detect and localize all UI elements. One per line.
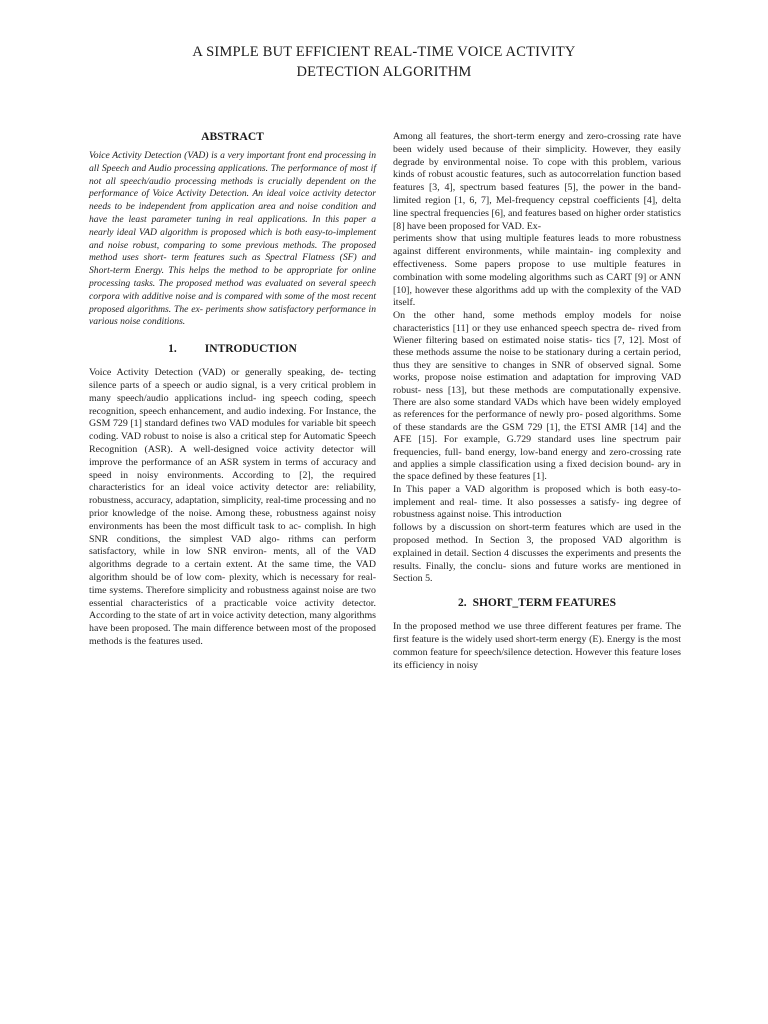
paragraph-features: Among all features, the short-term energy and zero-crossing rate have been widely used because of their simplicity. However, they easily degrade by environmental noise. To cope with this problem, various kinds of robust acoustic features, such as autocorrelation function based features [3, 4], spectrum based features [5], the power in the band-limited region [1, 6, 7], Mel-frequency cepstral coefficients [4], delta line spectral frequencies [6], and features based on higher order statistics [8] have been proposed for VAD. Ex- xyxy=(393,131,681,232)
left-column xyxy=(89,130,376,649)
paper-title xyxy=(90,42,678,82)
paragraph-noise-models: On the other hand, some methods employ models for noise characteristics [11] or they use enhanced speech spectra de- rived from Wiener filtering based on estimated noise statis- tics [7, 12]. Most of these methods assume the noise to be stationary during a certain period, thus they are sensitive to changes in SNR of observed signal. Some works, propose noise estimation and adaptation for improving VAD robust- ness [13], but these methods are computationally expensive. There are also some standard VADs which have been widely employed as references for the performance of newly pro- posed algorithms. Some of these standards are the GSM 729 [1], the ETSI AMR [14] and the AFE [15]. For example, G.729 standard uses line spectrum pair frequencies, full- band energy, low-band energy and zero-crossing rate and applies a simple classification using a fixed decision bound- ary in the space defined by these features [1]. xyxy=(393,310,681,483)
paragraph-outline: follows by a discussion on short-term features which are used in the proposed method. In Section 3, the proposed VAD algorithm is explained in detail. Section 4 discusses the experiments and presents the results. Finally, the conclu- sions and future works are mentioned in Section 5. xyxy=(393,522,681,585)
right-column xyxy=(393,131,681,672)
short-term-heading xyxy=(393,596,681,611)
paragraph-multiple-features: periments show that using multiple features leads to more robustness against different environments, while maintain- ing complexity and effectiveness. Some papers propose to use multiple features in combination with some modeling algorithms such as CART [9] or ANN [10], however these algorithms add up with the complexity of the VAD itself. xyxy=(393,233,681,309)
title-line-2: DETECTION ALGORITHM xyxy=(296,64,472,80)
short-term-text: In the proposed method we use three different features per frame. The first feature is the widely used short-term energy (E). Energy is the most common feature for speech/silence detection. However this feature loses its efficiency in noisy xyxy=(393,621,681,671)
introduction-text: Voice Activity Detection (VAD) or generally speaking, de- tecting silence parts of a speech or audio signal, is a very critical problem in many speech/audio applications includ- ing speech coding, speech recognition, speech enhancement, and audio indexing. For Instance, the GSM 729 [1] standard defines two VAD modules for variable bit speech coding. VAD robust to noise is also a critical step for Automatic Speech Recognition (ASR). A well-designed voice activity detector will improve the performance of an ASR system in terms of accuracy and speed in noisy environments. According to [2], the required characteristics for an ideal voice activity detector are: reliability, robustness, accuracy, adaptation, simplicity, real-time processing and no prior knowledge of the noise. Among these, robustness against noisy environments has been the most difficult task to ac- complish. In high SNR conditions, the simplest VAD algo- rithms can perform satisfactory, while in low SNR environ- ments, all of the VAD algorithms degrade to a certain extent. At the same time, the VAD algorithm should be of low com- plexity, which is necessary for real-time systems. Therefore simplicity and robustness against noise are two essential characteristics of a practicable voice activity detector. According to the state of art in voice activity detection, many algorithms have been proposed. The main difference between most of the proposed methods is the features used. xyxy=(89,367,376,647)
introduction-heading xyxy=(89,342,376,357)
abstract-heading: ABSTRACT xyxy=(201,131,264,143)
introduction-number: 1. xyxy=(168,343,177,356)
short-term-title: SHORT_TERM FEATURES xyxy=(472,597,617,610)
introduction-title: INTRODUCTION xyxy=(204,343,297,356)
short-term-number: 2. xyxy=(457,597,467,610)
title-line-1: A SIMPLE BUT EFFICIENT REAL-TIME VOICE ACTIVITY xyxy=(192,44,576,60)
abstract-text: Voice Activity Detection (VAD) is a very important front end processing in all Speech and Audio processing applications. The performance of most if not all speech/audio processing methods is crucially dependent on the performance of Voice Activity Detection. An ideal voice activity detector needs to be independent from application area and noise condition and have the least parameter tuning in real applications. In this paper a nearly ideal VAD algorithm is proposed which is both easy-to-implement and noise robust, comparing to some previous methods. The proposed method uses short- term features such as Spectral Flatness (SF) and Short-term Energy. This helps the method to be appropriate for online processing tasks. The proposed method was evaluated on several speech corpora with additive noise and is compared with some of the most recent proposed algorithms. The ex- periments show satisfactory performance in various noise conditions. xyxy=(89,150,376,328)
paragraph-this-paper: In This paper a VAD algorithm is proposed which is both easy-to-implement and real- time. It also possesses a satisfy- ing degree of robustness against noise. This introduction xyxy=(393,483,681,521)
